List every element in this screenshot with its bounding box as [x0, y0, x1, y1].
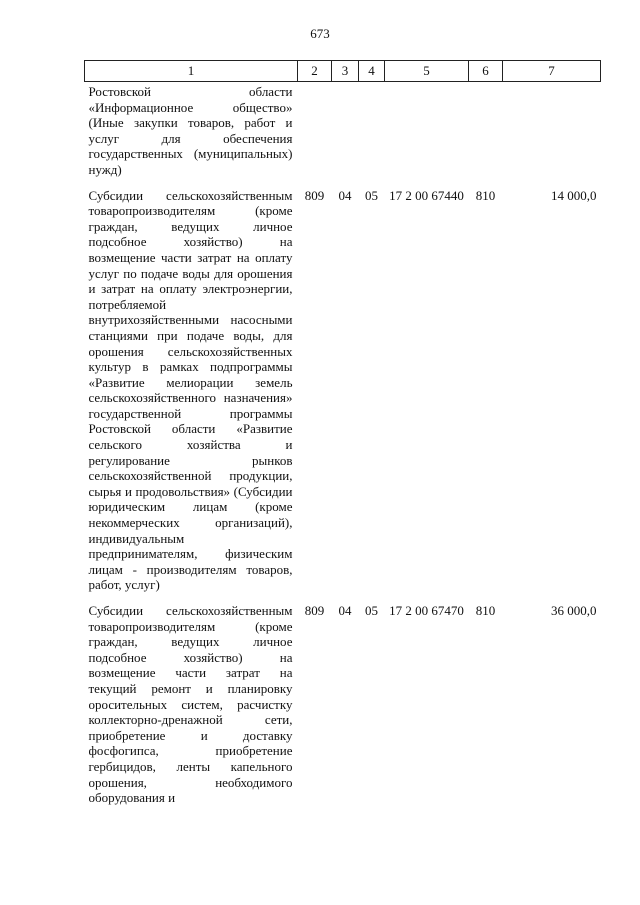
row-subsection: 05 — [365, 603, 378, 618]
row-expense-type — [469, 82, 503, 188]
table-row — [85, 82, 601, 188]
table-row — [85, 603, 601, 806]
row-subsection — [359, 82, 385, 188]
row-amount: 14 000,0 — [551, 187, 597, 203]
header-col-1: 1 — [85, 61, 298, 82]
row-expense-type: 810 — [475, 187, 496, 203]
row-section: 04 — [338, 603, 352, 618]
row-amount — [503, 82, 601, 188]
row-subsection: 05 — [365, 187, 378, 203]
row-section — [332, 82, 359, 188]
header-col-2: 2 — [298, 61, 332, 82]
budget-table — [84, 60, 601, 806]
row-target-article: 17 2 00 67470 — [389, 603, 464, 618]
row-section: 04 — [338, 187, 352, 203]
header-col-3: 3 — [332, 61, 359, 82]
row-description: Субсидии сельскохозяйственным товаропроизводителям (кроме граждан, ведущих личное подсобное хозяйство) на возмещение части затрат на оплату услуг по подаче воды для орошения и затрат на оплату электроэнергии, потребляемой внутрихозяйственными насосными станциями при подаче воды, для орошения сельскохозяйственных культур в рамках подпрограммы «Развитие мелиорации земель сельскохозяйственного назначения» государственной программы Ростовской области «Развитие сельского хозяйства и регулирование рынков сельскохозяйственной продукции, сырья и продовольствия» (Субсидии юридическим лицам (кроме некоммерческих организаций), индивидуальным предпринимателям, физическим лицам - производителям товаров, работ, услуг) — [88, 187, 293, 593]
header-col-5: 5 — [385, 61, 469, 82]
row-ministry: 809 — [304, 187, 325, 203]
header-col-7: 7 — [503, 61, 601, 82]
row-ministry: 809 — [304, 603, 325, 618]
row-description: Ростовской области «Информационное общество» (Иные закупки товаров, работ и услуг для обеспечения государственных (муниципальных) нужд) — [88, 84, 293, 177]
row-target-article: 17 2 00 67440 — [389, 187, 464, 203]
table-row — [85, 188, 601, 603]
table-header-row — [85, 61, 601, 82]
row-ministry — [298, 82, 332, 188]
header-col-6: 6 — [469, 61, 503, 82]
row-amount: 36 000,0 — [551, 603, 597, 618]
row-description: Субсидии сельскохозяйственным товаропроизводителям (кроме граждан, ведущих личное подсобное хозяйство) на возмещение части затрат на текущий ремонт и планировку оросительных систем, расчистку коллекторно-дренажной сети, приобретение и доставку фосфогипса, приобретение гербицидов, ленты капельного орошения, необходимого оборудования и — [88, 603, 293, 806]
header-col-4: 4 — [359, 61, 385, 82]
page-number: 673 — [310, 26, 330, 41]
row-target-article — [385, 82, 469, 188]
row-expense-type: 810 — [475, 603, 496, 618]
